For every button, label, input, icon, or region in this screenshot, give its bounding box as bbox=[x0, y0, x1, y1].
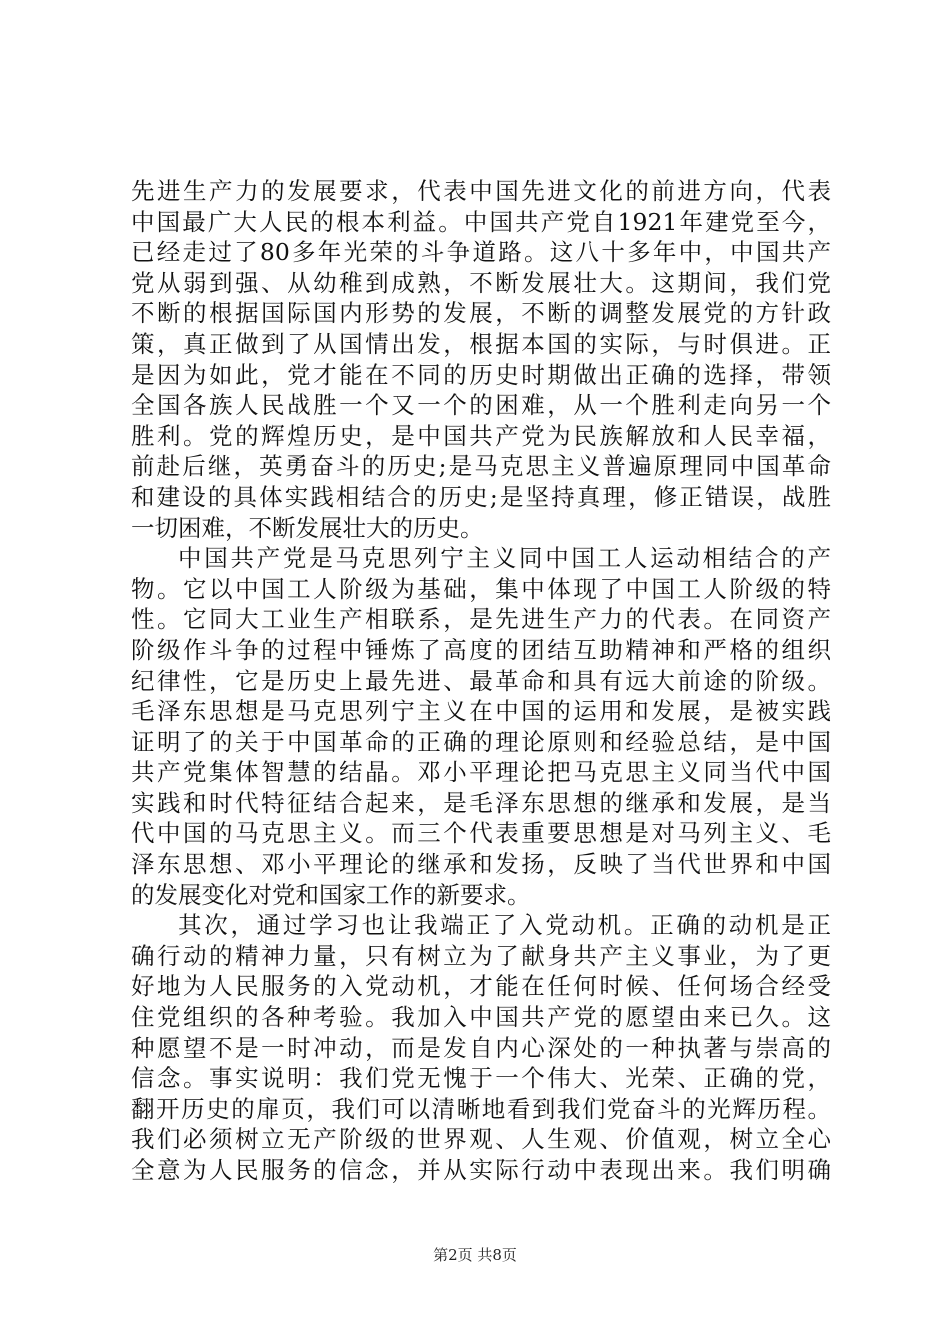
text-line: 其次，通过学习也让我端正了入党动机。正确的动机是正 bbox=[178, 911, 831, 940]
text-line: 全国各族人民战胜一个又一个的困难，从一个胜利走向另一个 bbox=[131, 391, 831, 420]
text-line: 好地为人民服务的入党动机，才能在任何时候、任何场合经受 bbox=[131, 972, 831, 1001]
text-line: 代中国的马克思主义。而三个代表重要思想是对马列主义、毛 bbox=[131, 819, 831, 848]
text-line: 不断的根据国际国内形势的发展，不断的调整发展党的方针政 bbox=[131, 299, 831, 328]
text-line: 共产党集体智慧的结晶。邓小平理论把马克思主义同当代中国 bbox=[131, 758, 831, 787]
text-line: 的发展变化对党和国家工作的新要求。 bbox=[131, 880, 531, 909]
text-line: 实践和时代特征结合起来，是毛泽东思想的继承和发展，是当 bbox=[131, 788, 831, 817]
text-line: 策，真正做到了从国情出发，根据本国的实际，与时俱进。正 bbox=[131, 329, 831, 358]
text-line: 信念。事实说明：我们党无愧于一个伟大、光荣、正确的党， bbox=[131, 1064, 831, 1093]
text-line: 种愿望不是一时冲动，而是发自内心深处的一种执著与崇高的 bbox=[131, 1033, 831, 1062]
text-line: 已经走过了80多年光荣的斗争道路。这八十多年中，中国共产 bbox=[131, 238, 831, 267]
page-number: 第2页 共8页 bbox=[433, 1246, 517, 1264]
text-line: 全意为人民服务的信念，并从实际行动中表现出来。我们明确 bbox=[131, 1156, 831, 1184]
text-line: 证明了的关于中国革命的正确的理论原则和经验总结，是中国 bbox=[131, 727, 831, 756]
text-line: 胜利。党的辉煌历史，是中国共产党为民族解放和人民幸福， bbox=[131, 421, 831, 450]
text-line: 纪律性，它是历史上最先进、最革命和具有远大前途的阶级。 bbox=[131, 666, 831, 695]
text-line: 毛泽东思想是马克思列宁主义在中国的运用和发展，是被实践 bbox=[131, 697, 831, 726]
text-line: 性。它同大工业生产相联系，是先进生产力的代表。在同资产 bbox=[131, 605, 831, 634]
text-line: 我们必须树立无产阶级的世界观、人生观、价值观，树立全心 bbox=[131, 1125, 831, 1154]
text-line: 一切困难，不断发展壮大的历史。 bbox=[131, 513, 484, 542]
page-footer bbox=[0, 1244, 950, 1265]
text-line: 是因为如此，党才能在不同的历史时期做出正确的选择，带领 bbox=[131, 360, 831, 389]
text-line: 物。它以中国工人阶级为基础，集中体现了中国工人阶级的特 bbox=[131, 574, 831, 603]
text-line: 翻开历史的扉页，我们可以清晰地看到我们党奋斗的光辉历程。 bbox=[131, 1094, 831, 1123]
text-line: 先进生产力的发展要求，代表中国先进文化的前进方向，代表 bbox=[131, 177, 831, 205]
text-line: 前赴后继，英勇奋斗的历史;是马克思主义普遍原理同中国革命 bbox=[131, 452, 831, 481]
text-line: 阶级作斗争的过程中锤炼了高度的团结互助精神和严格的组织 bbox=[131, 635, 831, 664]
document-body bbox=[131, 176, 831, 1186]
text-line: 泽东思想、邓小平理论的继承和发扬，反映了当代世界和中国 bbox=[131, 850, 831, 879]
text-line: 和建设的具体实践相结合的历史;是坚持真理，修正错误，战胜 bbox=[131, 482, 831, 511]
text-line: 确行动的精神力量，只有树立为了献身共产主义事业，为了更 bbox=[131, 941, 831, 970]
text-line: 中国最广大人民的根本利益。中国共产党自1921年建党至今， bbox=[131, 207, 831, 236]
text-line: 住党组织的各种考验。我加入中国共产党的愿望由来已久。这 bbox=[131, 1003, 831, 1032]
text-line: 中国共产党是马克思列宁主义同中国工人运动相结合的产 bbox=[178, 544, 831, 573]
text-line: 党从弱到强、从幼稚到成熟，不断发展壮大。这期间，我们党 bbox=[131, 268, 831, 297]
